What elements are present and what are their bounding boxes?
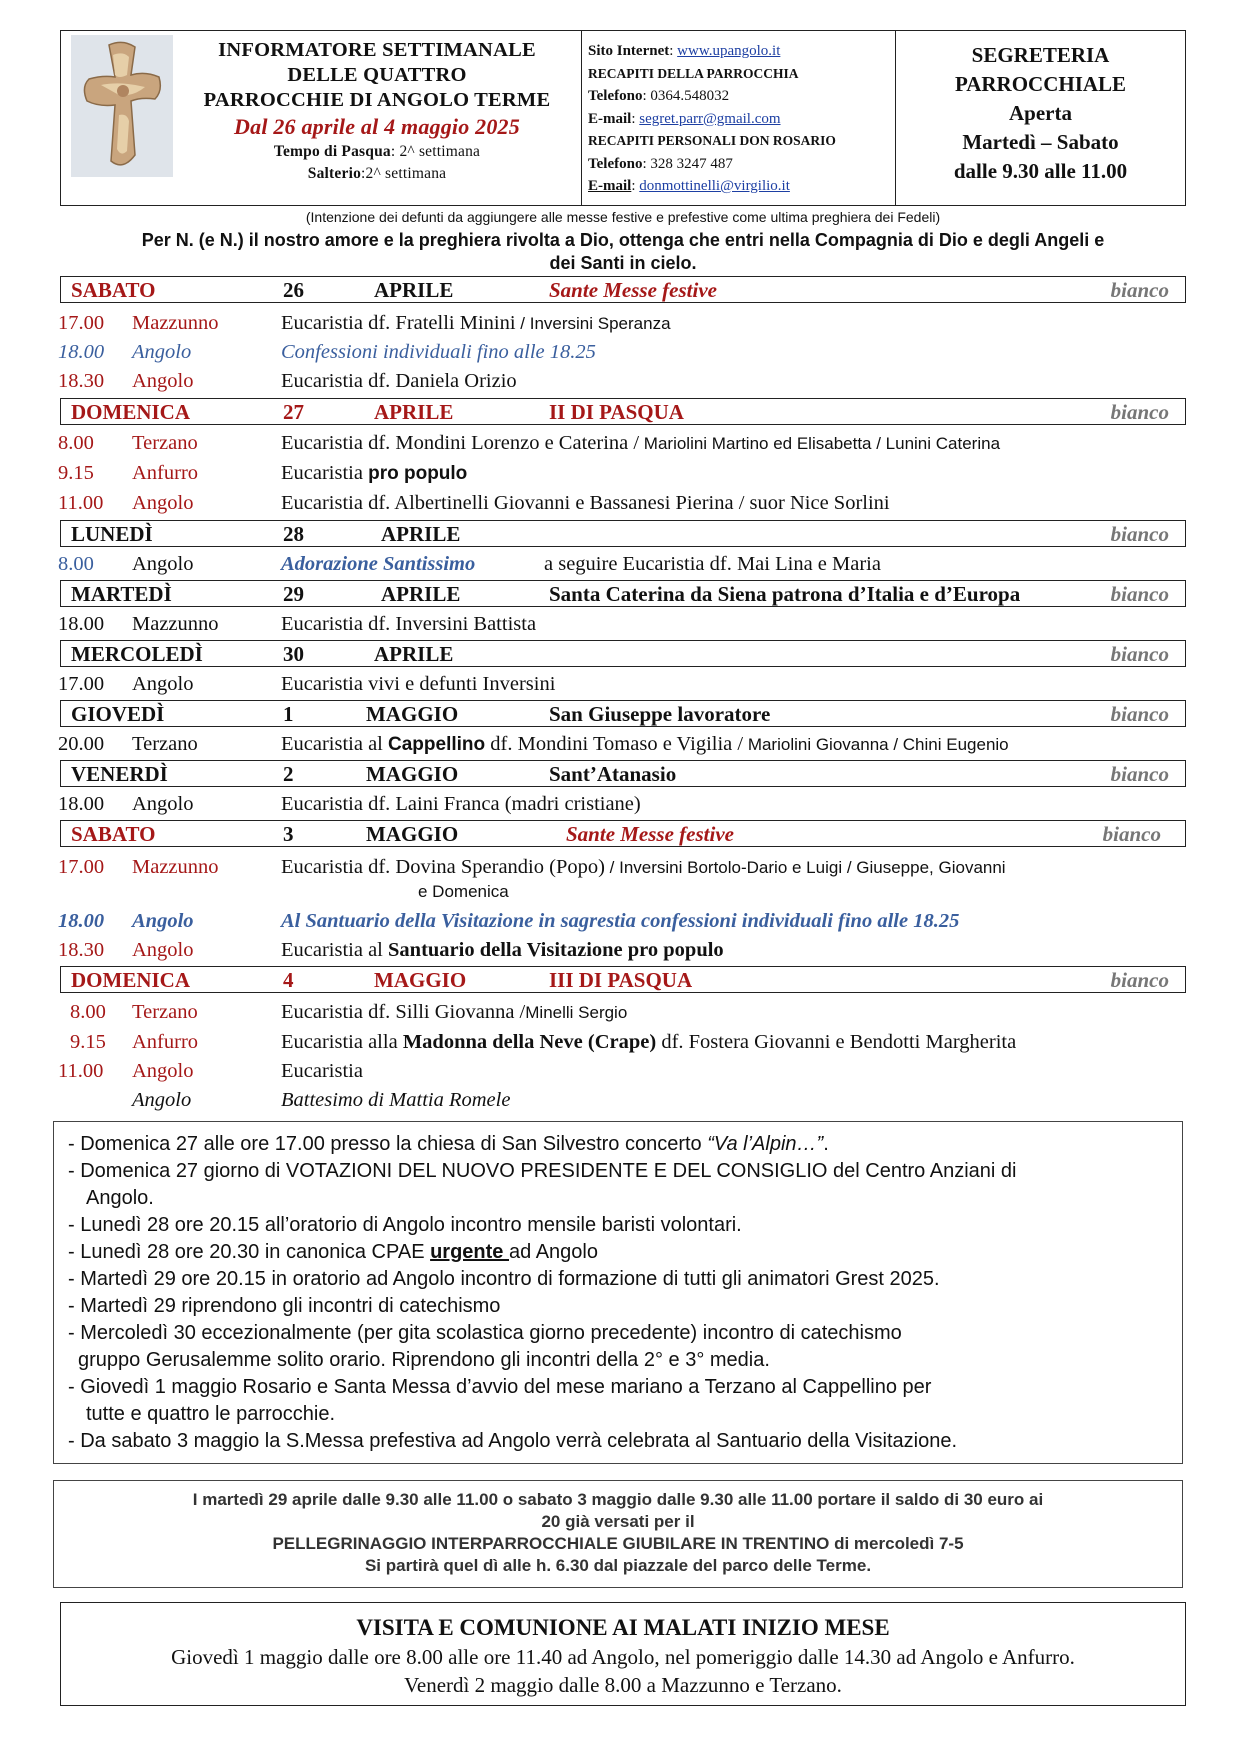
visit-line-1: Giovedì 1 maggio dalle ore 8.00 alle ore 11.40 ad Angolo, nel pomeriggio dalle 14.30 ad Angolo e Anfurro. xyxy=(171,1645,1075,1669)
bulletin-title xyxy=(173,31,581,205)
event-place: Angolo xyxy=(132,673,194,695)
event-desc-a: Eucaristia xyxy=(281,462,369,484)
visit-line-2: Venerdì 2 maggio dalle 8.00 a Mazzunno e Terzano. xyxy=(404,1673,842,1697)
day-row-fri-2 xyxy=(60,760,1186,787)
intention-prayer xyxy=(60,229,1186,275)
event-row xyxy=(0,341,1240,369)
liturgical-color: bianco xyxy=(1110,582,1169,606)
visit-box xyxy=(60,1602,1186,1706)
title-line-1: INFORMATORE SETTIMANALE xyxy=(218,39,536,61)
event-desc: Eucaristia df. Inversini Battista xyxy=(281,613,537,635)
email1-link[interactable]: segret.parr@gmail.com xyxy=(639,110,781,127)
day-month: APRILE xyxy=(381,582,461,606)
liturgical-color: bianco xyxy=(1110,400,1169,424)
event-place: Terzano xyxy=(132,432,198,454)
event-time: 17.00 xyxy=(58,673,105,695)
email1-label: E-mail xyxy=(588,110,632,127)
salterio-value: :2^ settimana xyxy=(361,165,447,182)
event-row-cont xyxy=(0,882,1240,910)
event-place: Terzano xyxy=(132,733,198,755)
event-row xyxy=(0,613,1240,641)
event-desc-a: Eucaristia df. Mondini Lorenzo e Caterina / xyxy=(281,432,640,454)
event-row xyxy=(0,312,1240,340)
day-month: APRILE xyxy=(374,400,454,424)
notice-item: - Mercoledì 30 eccezionalmente (per gita scolastica giorno precedente) incontro di catechismo xyxy=(68,1322,902,1344)
day-month: APRILE xyxy=(374,278,454,302)
liturgical-color: bianco xyxy=(1110,642,1169,666)
event-place: Angolo xyxy=(132,492,194,514)
day-month: APRILE xyxy=(381,522,461,546)
event-time: 18.00 xyxy=(58,793,105,815)
notices-box xyxy=(53,1121,1183,1464)
tel1-value: : 0364.548032 xyxy=(642,88,730,104)
event-time: 11.00 xyxy=(58,1060,104,1082)
event-desc-b: a seguire Eucaristia df. Mai Lina e Maria xyxy=(544,553,881,575)
notice-item-cont: Angolo. xyxy=(86,1187,154,1209)
notice-urgent: urgente xyxy=(430,1241,509,1263)
event-time: 18.00 xyxy=(58,613,105,635)
event-place: Terzano xyxy=(132,1001,198,1023)
event-place: Mazzunno xyxy=(132,613,219,635)
event-time: 8.00 xyxy=(70,1001,106,1023)
event-desc: Eucaristia df. Daniela Orizio xyxy=(281,370,517,392)
tel2-value: : 328 3247 487 xyxy=(642,155,733,172)
day-row-mon-28 xyxy=(60,520,1186,547)
segreteria-line-3: Aperta xyxy=(1009,101,1072,125)
event-desc: Al Santuario della Visitazione in sagrestia confessioni individuali fino alle 18.25 xyxy=(281,910,960,932)
event-desc xyxy=(281,856,1006,879)
event-desc-a: Eucaristia al xyxy=(281,939,389,961)
event-place: Anfurro xyxy=(132,462,199,484)
day-month: MAGGIO xyxy=(374,968,467,992)
pilgrimage-line-4: Si partirà quel dì alle h. 6.30 dal piazzale del parco delle Terme. xyxy=(364,1556,872,1575)
event-desc: Battesimo di Mattia Romele xyxy=(281,1089,511,1111)
event-row xyxy=(0,462,1240,490)
day-weekday: LUNEDÌ xyxy=(71,522,153,546)
header-box xyxy=(60,30,1186,206)
parish-logo-icon xyxy=(71,35,173,177)
segreteria-line-2: PARROCCHIALE xyxy=(954,72,1127,96)
event-desc xyxy=(281,733,1009,756)
event-time: 8.00 xyxy=(58,432,94,454)
event-desc-b: Madonna della Neve (Crape) xyxy=(402,1031,657,1053)
day-month: MAGGIO xyxy=(366,702,459,726)
email1-line xyxy=(588,108,895,131)
event-desc: Eucaristia vivi e defunti Inversini xyxy=(281,673,556,695)
event-desc-b: Santuario della Visitazione pro populo xyxy=(388,939,724,961)
event-place: Mazzunno xyxy=(132,856,219,878)
event-row xyxy=(0,432,1240,460)
event-row xyxy=(0,939,1240,967)
event-desc xyxy=(281,462,467,485)
email2-link[interactable]: donmottinelli@virgilio.it xyxy=(639,178,790,194)
salterio-line xyxy=(173,163,581,185)
event-row xyxy=(0,733,1240,761)
event-desc xyxy=(281,939,724,962)
notice-text: ad Angolo xyxy=(509,1241,598,1263)
event-row xyxy=(0,856,1240,884)
event-desc: Confessioni individuali fino alle 18.25 xyxy=(281,341,596,363)
day-row-thu-1 xyxy=(60,700,1186,727)
event-desc-b: Minelli Sergio xyxy=(525,1003,628,1022)
event-row xyxy=(0,1089,1240,1117)
site-sep: : xyxy=(669,43,678,59)
event-place: Anfurro xyxy=(132,1031,199,1053)
event-time: 17.00 xyxy=(58,312,105,334)
day-weekday: MERCOLEDÌ xyxy=(71,642,203,666)
contacts-box xyxy=(582,31,896,205)
event-row xyxy=(0,492,1240,520)
day-number: 1 xyxy=(283,702,294,726)
notice-item: - Domenica 27 giorno di VOTAZIONI DEL NUOVO PRESIDENTE E DEL CONSIGLIO del Centro Anziani di xyxy=(68,1160,1017,1182)
intention-line-2: dei Santi in cielo. xyxy=(549,253,697,273)
event-time: 17.00 xyxy=(58,856,105,878)
notice-item: - Martedì 29 riprendono gli incontri di catechismo xyxy=(68,1295,501,1317)
event-desc-a: Eucaristia df. Fratelli Minini xyxy=(281,312,516,334)
event-desc-a: Eucaristia alla xyxy=(281,1031,403,1053)
day-feast: Santa Caterina da Siena patrona d’Italia e d’Europa xyxy=(549,582,1021,606)
event-desc-b: Cappellino xyxy=(388,734,486,755)
event-desc: Eucaristia df. Laini Franca (madri cristiane) xyxy=(281,793,641,815)
visit-title: VISITA E COMUNIONE AI MALATI INIZIO MESE xyxy=(356,1615,890,1640)
pilgrimage-box xyxy=(53,1480,1183,1588)
event-desc: Eucaristia df. Albertinelli Giovanni e Bassanesi Pierina / suor Nice Sorlini xyxy=(281,492,890,514)
tel2-label: Telefono xyxy=(588,155,643,172)
liturgical-color: bianco xyxy=(1110,702,1169,726)
email2-sep: : xyxy=(631,178,640,194)
event-place: Mazzunno xyxy=(132,312,219,334)
event-time: 18.30 xyxy=(58,939,105,961)
liturgical-color: bianco xyxy=(1110,522,1169,546)
day-weekday: DOMENICA xyxy=(71,968,190,992)
day-row-wed-30 xyxy=(60,640,1186,667)
pilgrimage-line-2: 20 già versati per il xyxy=(541,1512,695,1531)
tempo-value: : 2^ settimana xyxy=(390,143,481,160)
event-desc-b: / Inversini Speranza xyxy=(515,314,671,333)
intention-note: (Intenzione dei defunti da aggiungere alle messe festive e prefestive come ultima preghiera dei Fedeli) xyxy=(305,209,941,225)
day-number: 30 xyxy=(283,642,304,666)
day-feast: Sant’Atanasio xyxy=(549,762,677,786)
email1-sep: : xyxy=(631,110,640,127)
salterio-label: Salterio xyxy=(307,165,362,182)
event-desc xyxy=(281,1031,1016,1054)
event-desc-a: Eucaristia df. Dovina Sperandio (Popo) xyxy=(281,856,605,878)
day-weekday: SABATO xyxy=(71,822,156,846)
event-desc xyxy=(281,1001,627,1024)
day-number: 3 xyxy=(283,822,294,846)
day-row-sun-4 xyxy=(60,966,1186,993)
tel1-line xyxy=(588,85,895,108)
day-feast: II DI PASQUA xyxy=(549,400,684,424)
segreteria-line-1: SEGRETERIA xyxy=(971,43,1110,67)
event-desc-a: Eucaristia al xyxy=(281,733,389,755)
event-desc-b: / Inversini Bortolo-Dario e Luigi / Giuseppe, Giovanni xyxy=(604,858,1006,877)
day-weekday: MARTEDÌ xyxy=(71,582,172,606)
notice-text: - Lunedì 28 ore 20.30 in canonica CPAE xyxy=(68,1241,431,1263)
notice-text: - Domenica 27 alle ore 17.00 presso la chiesa di San Silvestro concerto xyxy=(68,1133,708,1155)
notice-item: - Giovedì 1 maggio Rosario e Santa Messa d’avvio del mese mariano a Terzano al Cappellino per xyxy=(68,1376,932,1398)
day-feast: Sante Messe festive xyxy=(549,278,717,302)
event-time: 8.00 xyxy=(58,553,94,575)
day-row-sat-26 xyxy=(60,276,1186,303)
notice-item-cont: gruppo Gerusalemme solito orario. Riprendono gli incontri della 2° e 3° media. xyxy=(78,1349,770,1371)
day-month: MAGGIO xyxy=(366,762,459,786)
pilgrimage-line-1: I martedì 29 aprile dalle 9.30 alle 11.00 o sabato 3 maggio dalle 9.30 alle 11.00 portare il saldo di 30 euro ai xyxy=(192,1490,1044,1509)
header-left xyxy=(61,31,582,205)
day-number: 28 xyxy=(283,522,304,546)
event-place: Angolo xyxy=(132,370,194,392)
event-place: Angolo xyxy=(132,1089,192,1111)
event-row xyxy=(0,553,1240,581)
day-feast: Sante Messe festive xyxy=(566,822,734,846)
day-month: APRILE xyxy=(374,642,454,666)
event-place: Angolo xyxy=(132,910,194,932)
event-row xyxy=(0,910,1240,938)
event-desc: Eucaristia xyxy=(281,1060,363,1082)
event-desc-b: pro populo xyxy=(368,463,468,484)
event-row xyxy=(0,673,1240,701)
day-number: 29 xyxy=(283,582,304,606)
event-desc-a: Eucaristia df. Silli Giovanna / xyxy=(281,1001,526,1023)
day-number: 27 xyxy=(283,400,304,424)
notice-concert-title: “Va l’Alpin…” xyxy=(707,1133,824,1155)
intention-line-1: Per N. (e N.) il nostro amore e la preghiera rivolta a Dio, ottenga che entri nella Compagnia di Dio e degli Angeli e xyxy=(141,230,1105,250)
title-line-2: DELLE QUATTRO xyxy=(287,64,467,86)
day-number: 26 xyxy=(283,278,304,302)
tempo-line xyxy=(173,141,581,163)
liturgical-color: bianco xyxy=(1110,762,1169,786)
pilgrimage-line-3: PELLEGRINAGGIO INTERPARROCCHIALE GIUBILARE IN TRENTINO di mercoledì 7-5 xyxy=(272,1534,964,1553)
event-time: 20.00 xyxy=(58,733,105,755)
event-time: 18.30 xyxy=(58,370,105,392)
event-place: Angolo xyxy=(132,939,194,961)
event-desc-c: df. Mondini Tomaso e Vigilia / xyxy=(485,733,744,755)
event-time: 9.15 xyxy=(58,462,94,484)
site-label: Sito Internet xyxy=(588,43,670,59)
liturgical-color: bianco xyxy=(1110,968,1169,992)
segreteria-box xyxy=(896,31,1185,205)
tempo-label: Tempo di Pasqua xyxy=(273,143,391,160)
site-link[interactable]: www.upangolo.it xyxy=(677,43,781,59)
day-number: 4 xyxy=(283,968,294,992)
day-feast: San Giuseppe lavoratore xyxy=(549,702,771,726)
day-month: MAGGIO xyxy=(366,822,459,846)
event-desc xyxy=(281,432,1000,455)
event-time: 18.00 xyxy=(58,341,105,363)
day-row-sun-27 xyxy=(60,398,1186,425)
event-row xyxy=(0,793,1240,821)
event-place: Angolo xyxy=(132,1060,194,1082)
notice-item: - Da sabato 3 maggio la S.Messa prefestiva ad Angolo verrà celebrata al Santuario della Visitazione. xyxy=(68,1430,958,1452)
event-row xyxy=(0,370,1240,398)
notice-item: - Lunedì 28 ore 20.15 all’oratorio di Angolo incontro mensile baristi volontari. xyxy=(68,1214,742,1236)
recapiti-don: RECAPITI PERSONALI DON ROSARIO xyxy=(588,133,836,148)
event-desc-d: Mariolini Giovanna / Chini Eugenio xyxy=(743,735,1009,754)
liturgical-color: bianco xyxy=(1102,822,1161,846)
site-line xyxy=(588,40,895,63)
tel1-label: Telefono xyxy=(588,88,643,104)
notice-text: . xyxy=(823,1133,829,1155)
event-time: 18.00 xyxy=(58,910,105,932)
day-weekday: DOMENICA xyxy=(71,400,190,424)
event-time: 11.00 xyxy=(58,492,104,514)
event-desc-b: Mariolini Martino ed Elisabetta / Lunini Caterina xyxy=(639,434,1001,453)
title-line-3: PARROCCHIE DI ANGOLO TERME xyxy=(203,89,551,111)
event-row xyxy=(0,1060,1240,1088)
event-row xyxy=(0,1031,1240,1059)
notice-item xyxy=(68,1239,1182,1266)
liturgical-color: bianco xyxy=(1110,278,1169,302)
notice-item: - Martedì 29 ore 20.15 in oratorio ad Angolo incontro di formazione di tutti gli animatori Grest 2025. xyxy=(68,1268,940,1290)
day-weekday: VENERDÌ xyxy=(71,762,168,786)
notice-item-cont: tutte e quattro le parrocchie. xyxy=(86,1403,336,1425)
event-desc-c: df. Fostera Giovanni e Bendotti Margherita xyxy=(656,1031,1017,1053)
event-place: Angolo xyxy=(132,341,192,363)
recapiti-parrocchia: RECAPITI DELLA PARROCCHIA xyxy=(588,65,799,81)
tel2-line xyxy=(588,153,895,176)
event-place: Angolo xyxy=(132,553,194,575)
event-time: 9.15 xyxy=(70,1031,106,1053)
email2-label: E-mail xyxy=(588,178,632,194)
segreteria-line-4: Martedì – Sabato xyxy=(962,130,1119,154)
event-desc-a: Adorazione Santissimo xyxy=(281,553,476,575)
segreteria-line-5: dalle 9.30 alle 11.00 xyxy=(953,159,1128,183)
date-range: Dal 26 aprile al 4 maggio 2025 xyxy=(234,114,520,139)
day-feast: III DI PASQUA xyxy=(549,968,693,992)
day-row-tue-29 xyxy=(60,580,1186,607)
day-weekday: GIOVEDÌ xyxy=(71,702,165,726)
event-desc xyxy=(281,312,671,335)
day-number: 2 xyxy=(283,762,294,786)
event-desc-c: e Domenica xyxy=(418,882,509,901)
notice-item xyxy=(68,1131,1182,1158)
event-place: Angolo xyxy=(132,793,194,815)
day-weekday: SABATO xyxy=(71,278,156,302)
day-row-sat-3 xyxy=(60,820,1186,847)
event-row xyxy=(0,1001,1240,1029)
email2-line xyxy=(588,175,895,198)
